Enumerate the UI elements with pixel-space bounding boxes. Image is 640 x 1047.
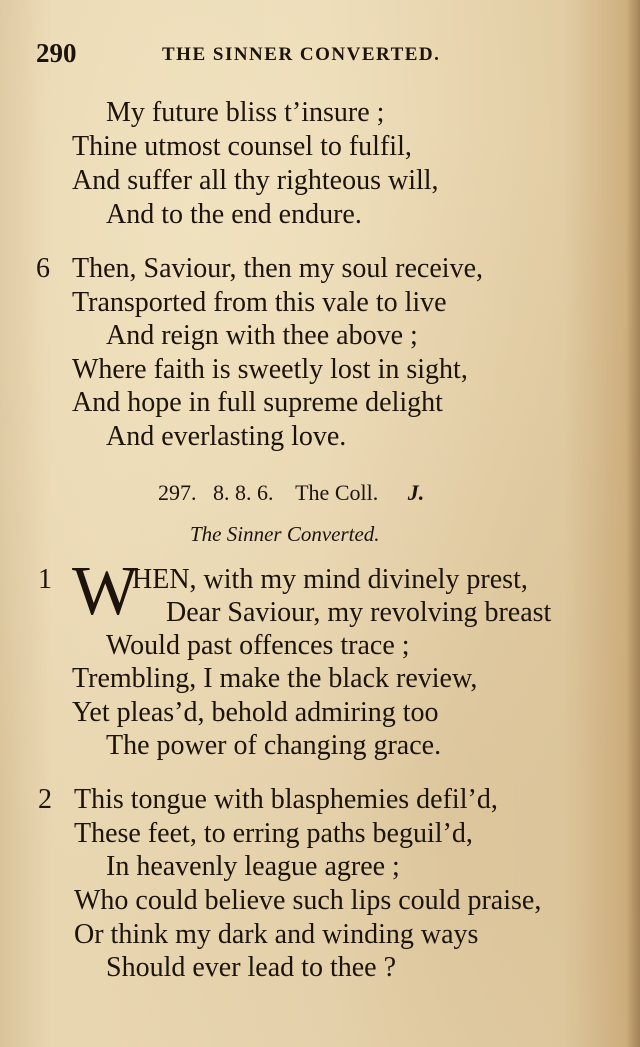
page-header	[36, 38, 616, 70]
hymn-author: J.	[407, 480, 425, 505]
verse-line: And to the end endure.	[106, 199, 362, 230]
stanza-number: 6	[36, 253, 50, 284]
stanza-number: 1	[38, 564, 52, 595]
stanza-number: 2	[38, 784, 52, 815]
hymn-heading	[158, 480, 424, 506]
hymn-meter: 8. 8. 6.	[213, 480, 274, 505]
verse-line: Where faith is sweetly lost in sight,	[72, 354, 468, 385]
running-title: THE SINNER CONVERTED.	[162, 44, 441, 65]
verse-line: Who could believe such lips could praise,	[74, 885, 542, 916]
verse-line: Would past offences trace ;	[106, 630, 410, 661]
verse-line: And everlasting love.	[106, 421, 347, 452]
verse-line: In heavenly league agree ;	[106, 851, 400, 882]
verse-line: And suffer all thy righteous will,	[72, 165, 439, 196]
page-edge-shadow	[626, 0, 640, 1047]
verse-line: And hope in full supreme delight	[72, 387, 443, 418]
hymn-tune: The Coll.	[295, 480, 379, 505]
verse-line: These feet, to erring paths beguil’d,	[74, 818, 473, 849]
verse-line: Dear Saviour, my revolving breast	[166, 597, 552, 628]
verse-line: Thine utmost counsel to fulfil,	[72, 131, 412, 162]
hymn-number: 297.	[158, 480, 197, 505]
verse-line: And reign with thee above ;	[106, 320, 418, 351]
hymn-title: The Sinner Converted.	[190, 522, 380, 546]
verse-line: Trembling, I make the black review,	[72, 663, 478, 694]
verse-line: This tongue with blasphemies defil’d,	[74, 784, 498, 815]
verse-line: HEN, with my mind divinely prest,	[132, 564, 528, 595]
verse-line: Then, Saviour, then my soul receive,	[72, 253, 483, 284]
verse-line: Transported from this vale to live	[72, 287, 447, 318]
verse-line: My future bliss t’insure ;	[106, 97, 385, 128]
verse-line: Or think my dark and winding ways	[74, 919, 479, 950]
verse-line: The power of changing grace.	[106, 730, 442, 761]
verse-line: Yet pleas’d, behold admiring too	[72, 697, 439, 728]
drop-cap: W	[72, 553, 139, 630]
verse-line: Should ever lead to thee ?	[106, 952, 397, 983]
page-number: 290	[36, 38, 77, 68]
